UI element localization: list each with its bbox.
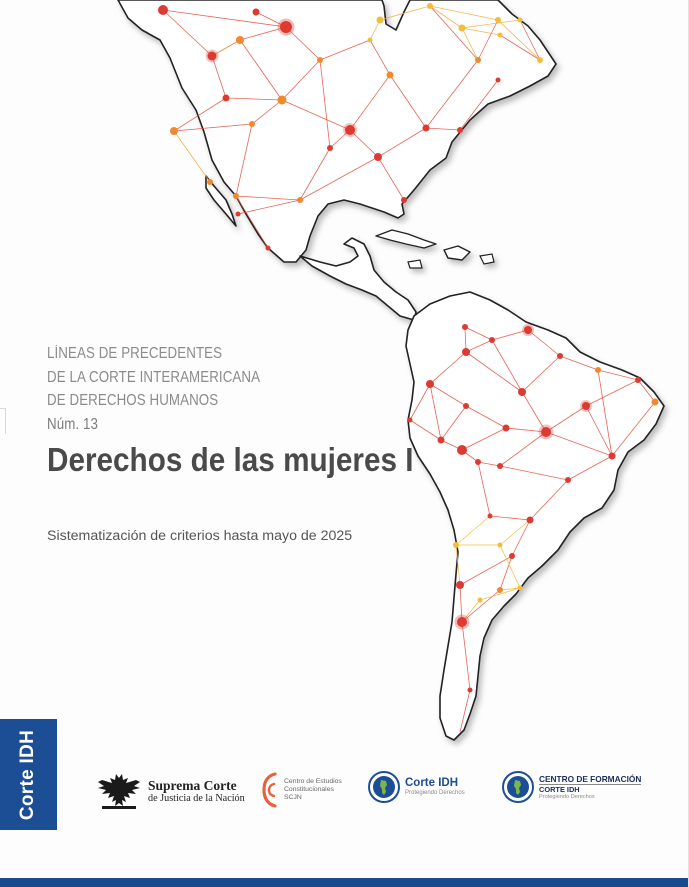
centro-formacion-line1: CENTRO DE FORMACIÓN (539, 773, 642, 784)
cec-logo (262, 770, 342, 810)
institution-logos (0, 760, 689, 830)
north-america-shape (118, 0, 556, 262)
series-line-1: LÍNEAS DE PRECEDENTES (47, 345, 223, 362)
south-america-shape (406, 292, 664, 740)
corte-idh-seal-icon (368, 771, 400, 803)
series-line-3: DE DERECHOS HUMANOS (47, 392, 219, 409)
centro-formacion-tagline: Protegiendo Derechos (539, 793, 595, 800)
series-line-2: DE LA CORTE INTERAMERICANA (47, 368, 261, 386)
book-subtitle: Sistematización de criterios hasta mayo de 2025 (47, 528, 353, 544)
cec-line-2: Constitucionales (284, 785, 334, 793)
book-title: Derechos de las mujeres I (47, 441, 414, 478)
series-number: Núm. 13 (47, 415, 98, 433)
corte-idh-name: Corte IDH (405, 777, 459, 789)
page-edge-mark (0, 408, 6, 434)
cec-line-3: SCJN (284, 794, 302, 802)
centro-formacion-logo (502, 771, 641, 803)
centro-formacion-seal-icon (502, 771, 534, 803)
bottom-color-band (0, 878, 689, 887)
scjn-name-line1: Suprema Corte (148, 778, 237, 793)
eagle-emblem-icon (96, 772, 142, 812)
spine-label: Corte IDH (17, 729, 38, 821)
corte-idh-logo (368, 771, 465, 803)
corte-idh-tagline: Protegiendo Derechos (405, 790, 465, 796)
cec-emblem-icon (262, 770, 278, 810)
scjn-name-line2: de Justicia de la Nación (148, 793, 245, 804)
scjn-logo (96, 772, 245, 812)
centro-formacion-line2: CORTE IDH (539, 784, 641, 794)
cec-line-1: Centro de Estudios (284, 777, 342, 785)
series-heading (47, 342, 260, 436)
